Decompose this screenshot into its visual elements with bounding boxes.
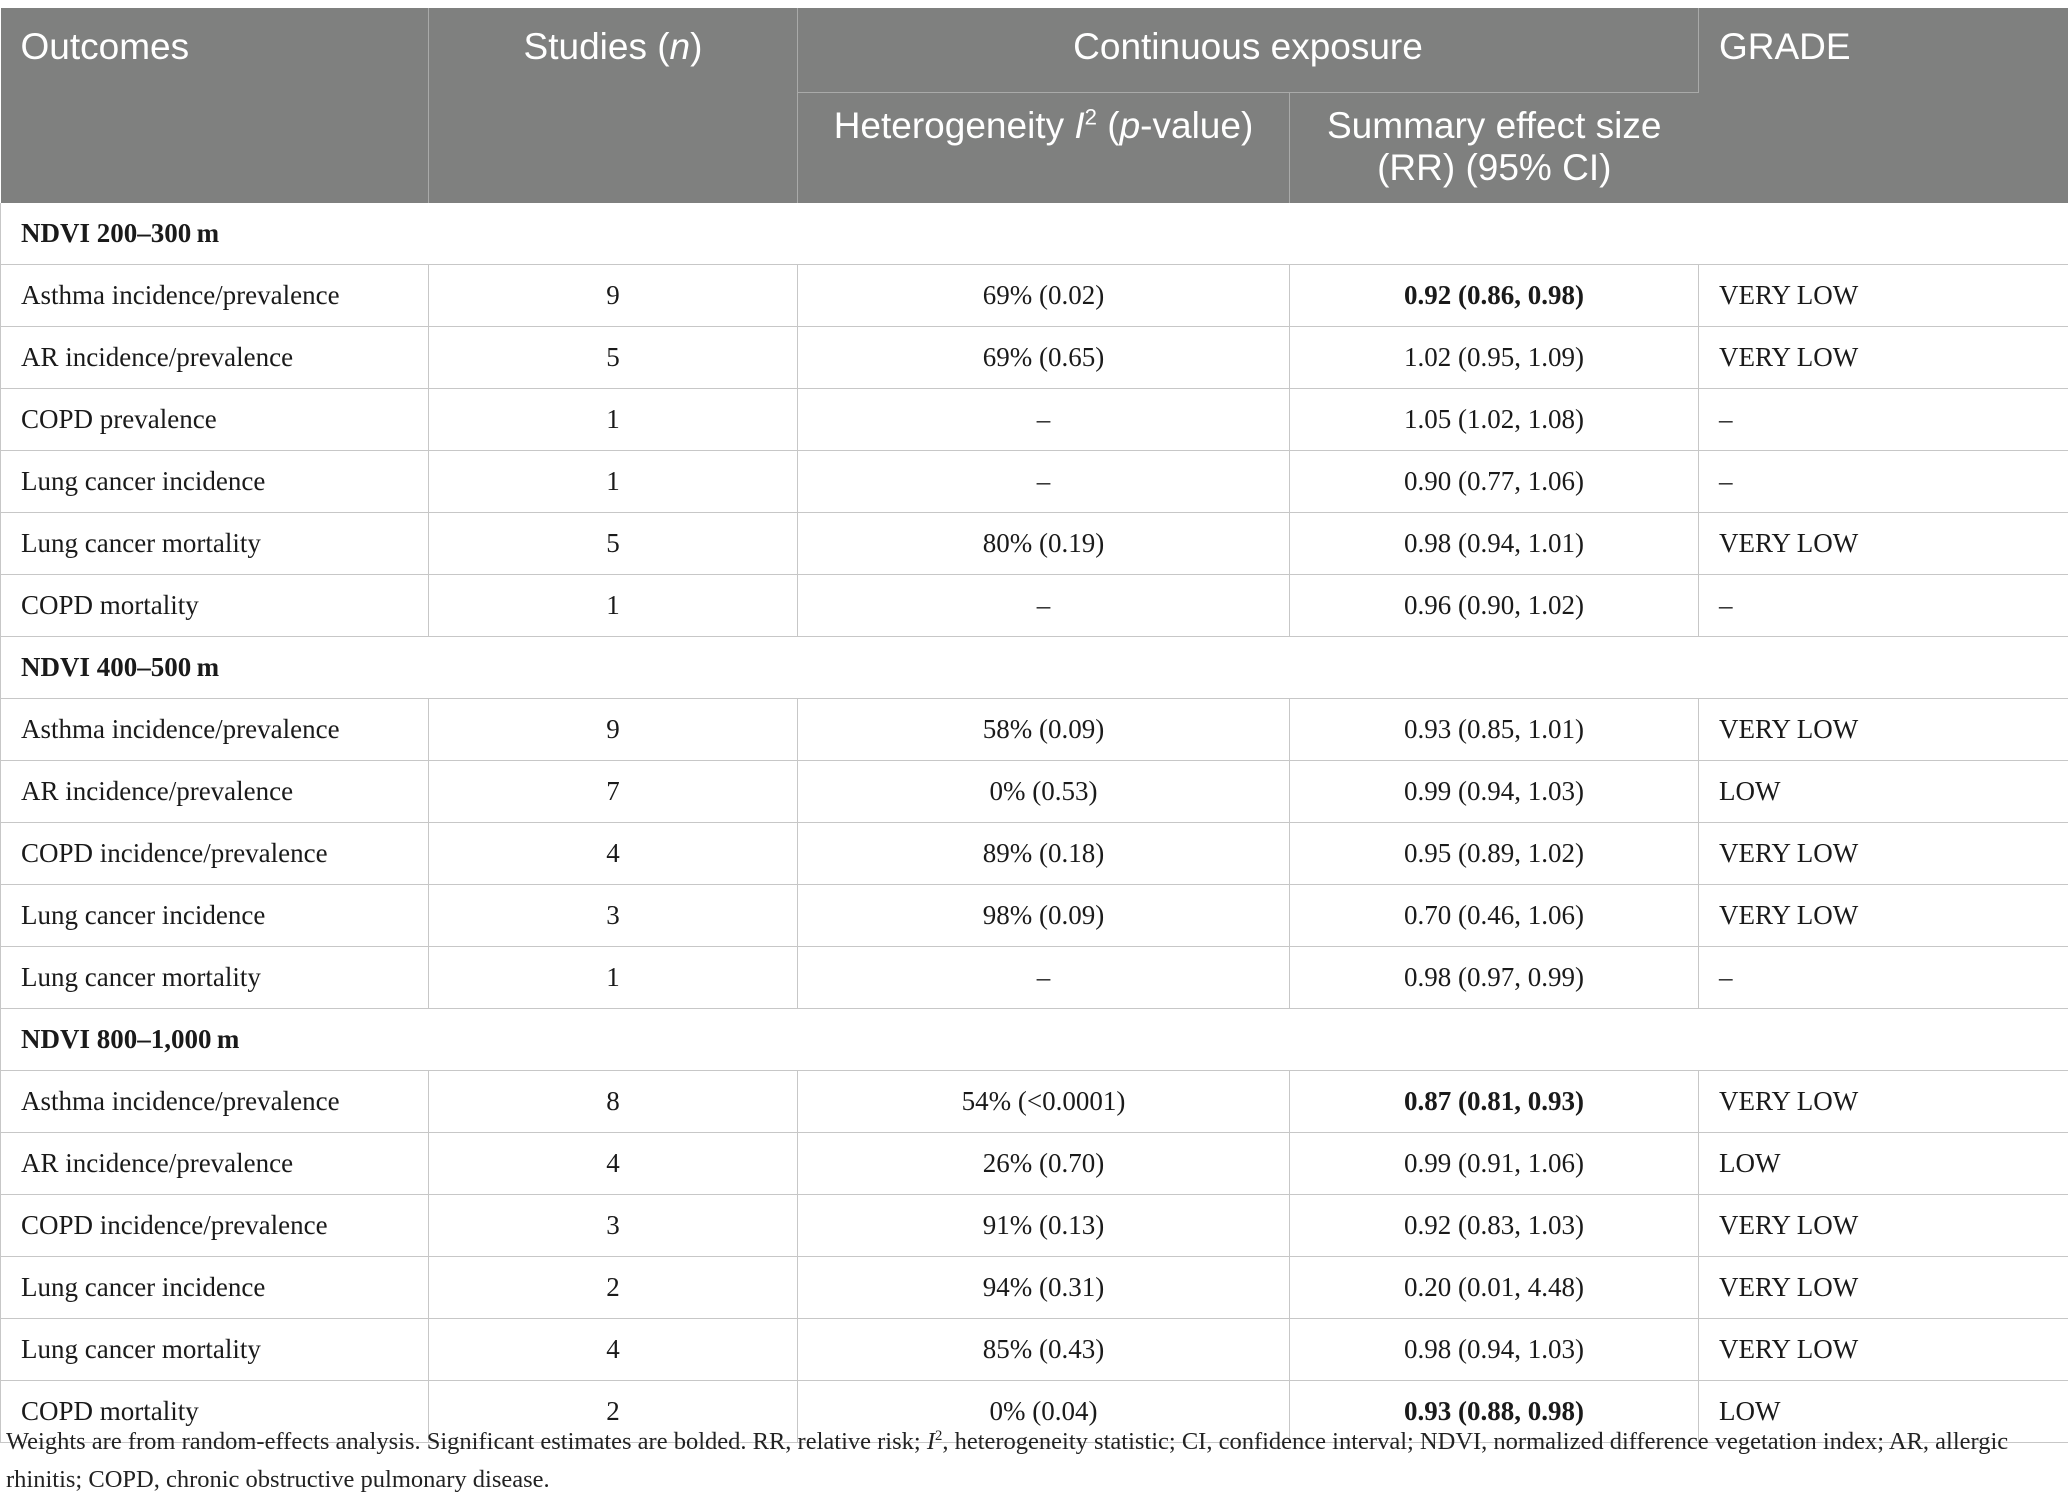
heterogeneity-cell: 0% (0.04) bbox=[798, 1380, 1290, 1442]
effect-size-cell: 0.98 (0.94, 1.03) bbox=[1290, 1318, 1699, 1380]
grade-cell: VERY LOW bbox=[1699, 698, 2068, 760]
heterogeneity-cell: 58% (0.09) bbox=[798, 698, 1290, 760]
outcome-cell: COPD incidence/prevalence bbox=[1, 822, 429, 884]
outcome-cell: Lung cancer mortality bbox=[1, 512, 429, 574]
table-row bbox=[1, 264, 2068, 326]
studies-cell: 4 bbox=[429, 1132, 798, 1194]
table-row bbox=[1, 512, 2068, 574]
grade-cell: – bbox=[1699, 450, 2068, 512]
grade-cell: – bbox=[1699, 388, 2068, 450]
heterogeneity-cell: 69% (0.02) bbox=[798, 264, 1290, 326]
heterogeneity-cell: – bbox=[798, 574, 1290, 636]
effect-size-cell: 0.99 (0.91, 1.06) bbox=[1290, 1132, 1699, 1194]
heterogeneity-cell: 0% (0.53) bbox=[798, 760, 1290, 822]
table-body bbox=[1, 203, 2068, 1443]
section-row bbox=[1, 203, 2068, 265]
studies-cell: 2 bbox=[429, 1380, 798, 1442]
table-row bbox=[1, 388, 2068, 450]
table-row bbox=[1, 574, 2068, 636]
effect-size-cell: 0.93 (0.85, 1.01) bbox=[1290, 698, 1699, 760]
section-title: NDVI 400–500 m bbox=[1, 636, 2068, 698]
grade-cell: VERY LOW bbox=[1699, 326, 2068, 388]
outcome-cell: Lung cancer incidence bbox=[1, 1256, 429, 1318]
outcome-cell: Lung cancer mortality bbox=[1, 1318, 429, 1380]
effect-size-cell: 0.90 (0.77, 1.06) bbox=[1290, 450, 1699, 512]
table-row bbox=[1, 326, 2068, 388]
effect-size-cell: 0.95 (0.89, 1.02) bbox=[1290, 822, 1699, 884]
studies-cell: 5 bbox=[429, 512, 798, 574]
outcome-cell: AR incidence/prevalence bbox=[1, 326, 429, 388]
heterogeneity-cell: – bbox=[798, 946, 1290, 1008]
grade-cell: VERY LOW bbox=[1699, 1318, 2068, 1380]
heterogeneity-cell: 26% (0.70) bbox=[798, 1132, 1290, 1194]
table-row bbox=[1, 884, 2068, 946]
grade-cell: LOW bbox=[1699, 1132, 2068, 1194]
table-row bbox=[1, 1070, 2068, 1132]
table-row bbox=[1, 698, 2068, 760]
effect-size-cell: 1.02 (0.95, 1.09) bbox=[1290, 326, 1699, 388]
table-row bbox=[1, 760, 2068, 822]
grade-cell: LOW bbox=[1699, 1380, 2068, 1442]
effect-size-cell: 0.96 (0.90, 1.02) bbox=[1290, 574, 1699, 636]
heterogeneity-cell: 85% (0.43) bbox=[798, 1318, 1290, 1380]
studies-cell: 3 bbox=[429, 884, 798, 946]
grade-cell: LOW bbox=[1699, 760, 2068, 822]
grade-cell: VERY LOW bbox=[1699, 264, 2068, 326]
table-row bbox=[1, 1194, 2068, 1256]
section-title: NDVI 200–300 m bbox=[1, 203, 2068, 265]
grade-cell: VERY LOW bbox=[1699, 884, 2068, 946]
effect-size-cell: 0.70 (0.46, 1.06) bbox=[1290, 884, 1699, 946]
studies-cell: 3 bbox=[429, 1194, 798, 1256]
section-row bbox=[1, 1008, 2068, 1070]
outcome-cell: AR incidence/prevalence bbox=[1, 1132, 429, 1194]
header-studies: Studies (n) bbox=[429, 8, 798, 203]
heterogeneity-cell: 54% (<0.0001) bbox=[798, 1070, 1290, 1132]
heterogeneity-cell: 89% (0.18) bbox=[798, 822, 1290, 884]
grade-cell: VERY LOW bbox=[1699, 512, 2068, 574]
effect-size-cell: 0.93 (0.88, 0.98) bbox=[1290, 1380, 1699, 1442]
outcome-cell: COPD prevalence bbox=[1, 388, 429, 450]
table-row bbox=[1, 450, 2068, 512]
header-heterogeneity: Heterogeneity $I^2$ (p-value) bbox=[798, 93, 1290, 203]
outcome-cell: Asthma incidence/prevalence bbox=[1, 264, 429, 326]
outcome-cell: Lung cancer incidence bbox=[1, 450, 429, 512]
results-table bbox=[0, 8, 2068, 1443]
effect-size-cell: 0.92 (0.83, 1.03) bbox=[1290, 1194, 1699, 1256]
effect-size-cell: 1.05 (1.02, 1.08) bbox=[1290, 388, 1699, 450]
studies-cell: 4 bbox=[429, 822, 798, 884]
effect-size-cell: 0.92 (0.86, 0.98) bbox=[1290, 264, 1699, 326]
grade-cell: VERY LOW bbox=[1699, 1070, 2068, 1132]
heterogeneity-cell: – bbox=[798, 388, 1290, 450]
table-row bbox=[1, 1318, 2068, 1380]
outcome-cell: COPD mortality bbox=[1, 1380, 429, 1442]
outcome-cell: COPD incidence/prevalence bbox=[1, 1194, 429, 1256]
grade-cell: VERY LOW bbox=[1699, 1194, 2068, 1256]
outcome-cell: Asthma incidence/prevalence bbox=[1, 698, 429, 760]
outcome-cell: Lung cancer mortality bbox=[1, 946, 429, 1008]
grade-cell: VERY LOW bbox=[1699, 1256, 2068, 1318]
heterogeneity-cell: 69% (0.65) bbox=[798, 326, 1290, 388]
section-row bbox=[1, 636, 2068, 698]
heterogeneity-cell: 98% (0.09) bbox=[798, 884, 1290, 946]
table-row bbox=[1, 1256, 2068, 1318]
grade-cell: – bbox=[1699, 946, 2068, 1008]
table-row bbox=[1, 946, 2068, 1008]
studies-cell: 9 bbox=[429, 264, 798, 326]
outcome-cell: COPD mortality bbox=[1, 574, 429, 636]
table-row bbox=[1, 822, 2068, 884]
header-outcomes: Outcomes bbox=[1, 8, 429, 203]
studies-cell: 4 bbox=[429, 1318, 798, 1380]
effect-size-cell: 0.99 (0.94, 1.03) bbox=[1290, 760, 1699, 822]
studies-cell: 5 bbox=[429, 326, 798, 388]
studies-cell: 9 bbox=[429, 698, 798, 760]
effect-size-cell: 0.87 (0.81, 0.93) bbox=[1290, 1070, 1699, 1132]
grade-cell: VERY LOW bbox=[1699, 822, 2068, 884]
outcome-cell: AR incidence/prevalence bbox=[1, 760, 429, 822]
effect-size-cell: 0.98 (0.94, 1.01) bbox=[1290, 512, 1699, 574]
studies-cell: 7 bbox=[429, 760, 798, 822]
outcome-cell: Asthma incidence/prevalence bbox=[1, 1070, 429, 1132]
section-title: NDVI 800–1,000 m bbox=[1, 1008, 2068, 1070]
studies-cell: 1 bbox=[429, 574, 798, 636]
header-summary-effect-size: Summary effect size (RR) (95% CI) bbox=[1290, 93, 1699, 203]
studies-cell: 1 bbox=[429, 946, 798, 1008]
grade-cell: – bbox=[1699, 574, 2068, 636]
heterogeneity-cell: – bbox=[798, 450, 1290, 512]
effect-size-cell: 0.20 (0.01, 4.48) bbox=[1290, 1256, 1699, 1318]
heterogeneity-cell: 80% (0.19) bbox=[798, 512, 1290, 574]
heterogeneity-cell: 91% (0.13) bbox=[798, 1194, 1290, 1256]
effect-size-cell: 0.98 (0.97, 0.99) bbox=[1290, 946, 1699, 1008]
studies-cell: 8 bbox=[429, 1070, 798, 1132]
heterogeneity-cell: 94% (0.31) bbox=[798, 1256, 1290, 1318]
header-grade: GRADE bbox=[1699, 8, 2068, 203]
table-header bbox=[1, 8, 2068, 203]
table-row bbox=[1, 1132, 2068, 1194]
studies-cell: 2 bbox=[429, 1256, 798, 1318]
studies-cell: 1 bbox=[429, 388, 798, 450]
outcome-cell: Lung cancer incidence bbox=[1, 884, 429, 946]
results-table-container bbox=[0, 8, 2068, 1443]
header-continuous-exposure: Continuous exposure bbox=[798, 8, 1699, 93]
studies-cell: 1 bbox=[429, 450, 798, 512]
table-footnote: Weights are from random-effects analysis. Significant estimates are bolded. RR, relative risk; $I^2$, heterogeneity statistic; CI, confidence interval; NDVI, normalized difference vegetation index; AR, allergic rhinitis; COPD, chronic obstructive pulmonary disease. bbox=[6, 1427, 2009, 1493]
